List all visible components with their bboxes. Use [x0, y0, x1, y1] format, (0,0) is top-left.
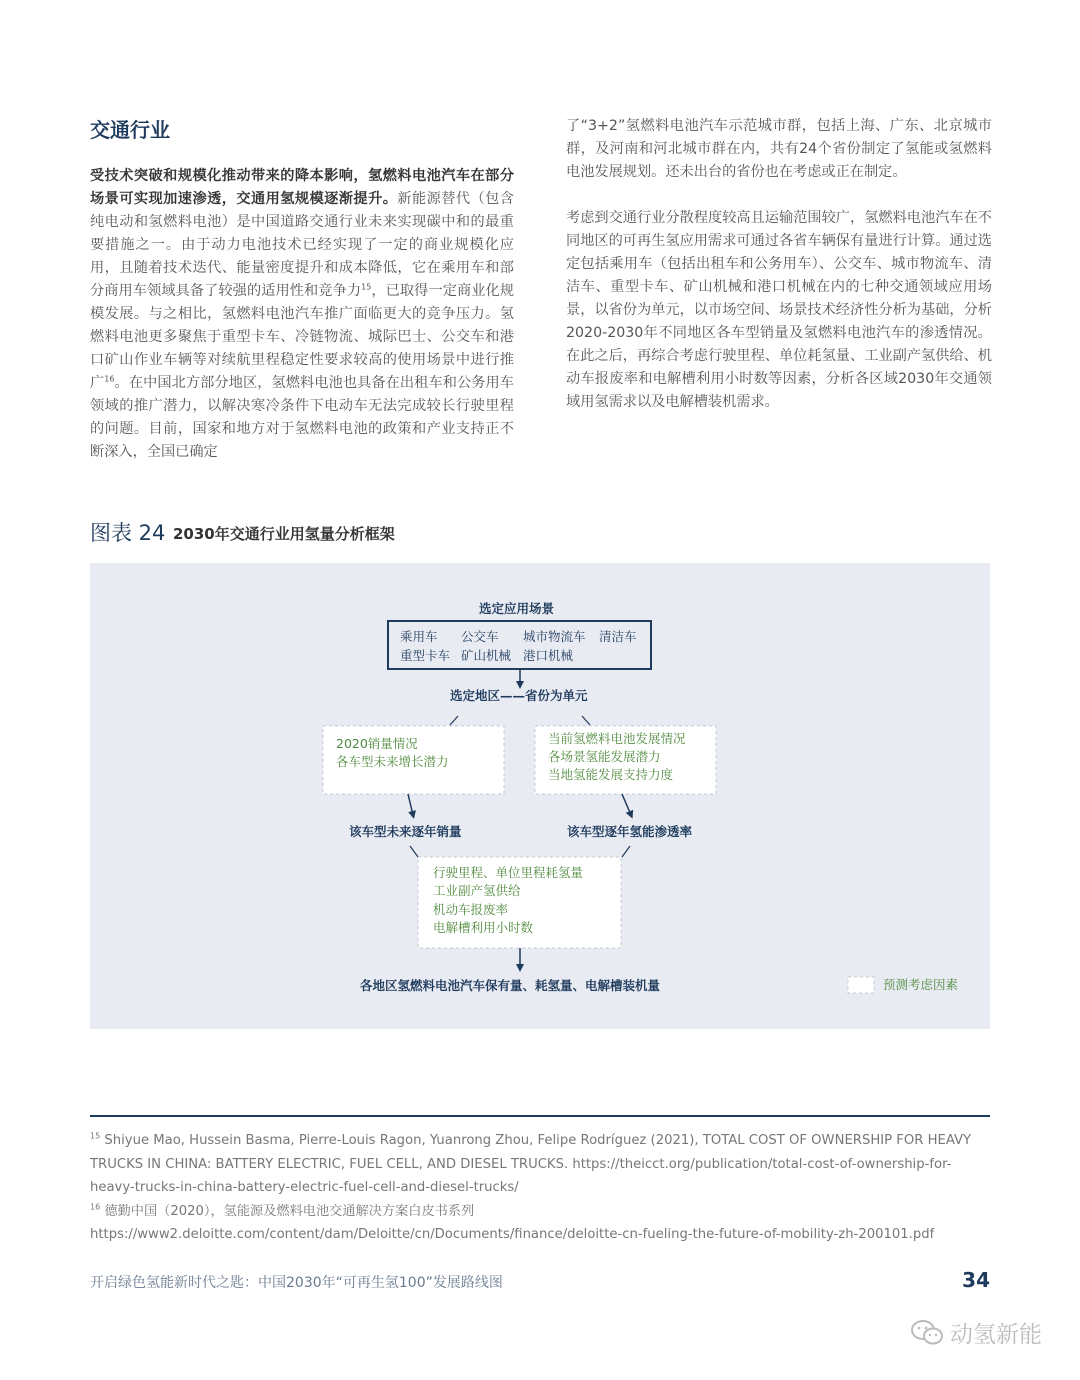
watermark-text: 动氢新能 [950, 1322, 1042, 1348]
line-right-to-middle [622, 846, 630, 857]
page-number: 34 [962, 1268, 990, 1292]
body-text-c: 。在中国北方部分地区，氢燃料电池也具备在出租车和公务用车领域的推广潜力，以解决寒冷条件下电动车无法完成较长行驶里程的问题。目前，国家和地方对于氢燃料电池的政策和产业支持正不断深入，全国已确定 [90, 375, 514, 460]
wechat-icon [910, 1319, 944, 1347]
vehicle-port: 港口机械 [523, 648, 574, 663]
right-factor-2: 各场景氢能发展潜力 [548, 749, 661, 764]
middle-factor-1: 行驶里程、单位里程耗氢量 [433, 865, 584, 880]
line-region-to-right [582, 716, 590, 725]
line-left-to-middle [410, 846, 418, 857]
arrow-left-factors [408, 794, 413, 815]
footnote-ref-16[interactable]: 16 [104, 374, 115, 384]
watermark [910, 1316, 1042, 1349]
figure-label: 图表 24 [90, 521, 166, 545]
left-factor-2: 各车型未来增长潜力 [336, 754, 449, 769]
body-text-b: ，已取得一定商业化规模发展。与之相比，氢燃料电池汽车推广面临更大的竞争压力。氢燃料电池更多聚焦于重型卡车、冷链物流、城际巴士、公交车和港口矿山作业车辆等对续航里程稳定性要求较高的使用场景中进行推广 [90, 283, 514, 391]
vehicle-passenger: 乘用车 [400, 629, 438, 644]
footnote-16 [90, 1200, 990, 1247]
left-result: 该车型未来逐年销量 [349, 824, 462, 839]
vehicle-heavy-truck: 重型卡车 [400, 648, 451, 663]
footnote-divider [90, 1115, 990, 1117]
paragraph-2: 考虑到交通行业分散程度较高且运输范围较广，氢燃料电池汽车在不同地区的可再生氢应用需求可通过各省车辆保有量进行计算。通过选定包括乘用车（包括出租车和公务用车）、公交车、城市物流车、清洁车、重型卡车、矿山机械和港口机械在内的七种交通领域应用场景，以省份为单元，以市场空间、场景技术经济性分析为基础，分析2020-2030年不同地区各车型销量及氢燃料电池汽车的渗透情况。在此之后，再综合考虑行驶里程、单位耗氢量、工业副产氢供给、机动车报废率和电解槽利用小时数等因素，分析各区域2030年交通领域用氢需求以及电解槽装机需求。 [566, 210, 992, 410]
footnote-15-text: Shiyue Mao, Hussein Basma, Pierre-Louis Ragon, Yuanrong Zhou, Felipe Rodríguez (2021), TOTAL COST OF OWNERSHIP FOR HEAVY TRUCKS IN CHINA: BATTERY ELECTRIC, FUEL CELL, AND DIESEL TRUCKS. https://theicct.org/publication/total-cost-of-ownership-for-heavy-trucks-in-china-battery-electric-fuel-cell-and-diesel-trucks/ [90, 1133, 972, 1195]
final-result: 各地区氢燃料电池汽车保有量、耗氢量、电解槽装机量 [360, 978, 661, 993]
vehicle-cleaning: 清洁车 [599, 629, 637, 644]
middle-factor-4: 电解槽利用小时数 [433, 920, 534, 935]
footnote-ref-15[interactable]: 15 [361, 282, 372, 292]
select-region-label: 选定地区——省份为单元 [450, 688, 588, 703]
vehicle-bus: 公交车 [461, 629, 499, 644]
figure-title: 2030年交通行业用氢量分析框架 [173, 525, 395, 543]
legend-swatch [848, 977, 874, 993]
arrow-right-factors [622, 794, 631, 815]
select-scene-label: 选定应用场景 [479, 601, 555, 616]
right-factor-1: 当前氢燃料电池发展情况 [548, 731, 686, 746]
legend-label: 预测考虑因素 [883, 977, 959, 992]
section-title: 交通行业 [90, 118, 170, 142]
lead-sentence: 受技术突破和规模化推动带来的降本影响，氢燃料电池汽车在部分场景可实现加速渗透，交通用氢规模逐渐提升。 [90, 168, 514, 207]
right-factor-3: 当地氢能发展支持力度 [548, 767, 674, 782]
body-text-a: 新能源替代（包含纯电动和氢燃料电池）是中国道路交通行业未来实现碳中和的最重要措施之一。由于动力电池技术已经实现了一定的商业规模化应用，且随着技术迭代、能量密度提升和成本降低，它在乘用车和部分商用车领域具备了较强的适用性和竞争力 [90, 191, 514, 299]
footnote-16-number: 16 [90, 1202, 101, 1212]
footer-title: 开启绿色氢能新时代之匙：中国2030年“可再生氢100”发展路线图 [90, 1275, 503, 1291]
footnote-15 [90, 1129, 990, 1200]
footnotes [90, 1129, 990, 1247]
footnote-16-text: 德勤中国（2020），氢能源及燃料电池交通解决方案白皮书系列https://www2.deloitte.com/content/dam/Deloitte/cn/Documents/finance/deloitte-cn-fueling-the-future-of-mobility-zh-200101.pdf [90, 1203, 935, 1242]
right-result: 该车型逐年氢能渗透率 [567, 824, 693, 839]
flow-diagram [90, 563, 990, 1029]
middle-factor-2: 工业副产氢供给 [433, 883, 521, 898]
vehicle-logistics: 城市物流车 [523, 629, 586, 644]
line-region-to-left [450, 716, 458, 725]
right-column [566, 115, 992, 437]
footnote-15-number: 15 [90, 1131, 101, 1141]
vehicle-mining: 矿山机械 [461, 648, 512, 663]
left-factor-1: 2020销量情况 [336, 736, 418, 751]
paragraph-1: 了“3+2”氢燃料电池汽车示范城市群，包括上海、广东、北京城市群，及河南和河北城市群在内，共有24个省份制定了氢能或氢燃料电池发展规划。还未出台的省份也在考虑或正在制定。 [566, 118, 992, 180]
middle-factor-3: 机动车报废率 [433, 902, 509, 917]
left-column [90, 165, 514, 487]
